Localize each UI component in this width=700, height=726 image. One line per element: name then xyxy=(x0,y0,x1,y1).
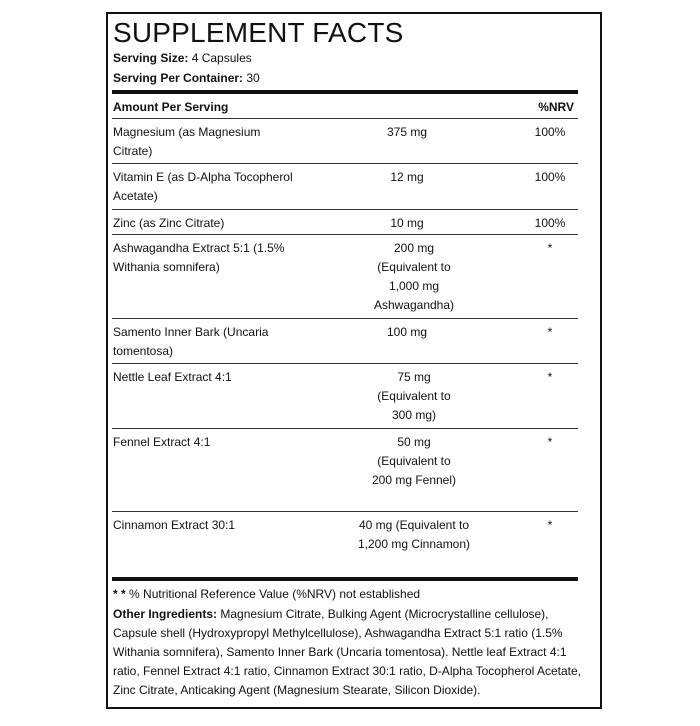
nutrient-name: Fennel Extract 4:1 xyxy=(113,435,211,449)
nutrient-name: Vitamin E (as D-Alpha Tocopherol Acetate) xyxy=(113,170,293,203)
serving-size xyxy=(113,50,252,66)
table-header xyxy=(113,99,576,115)
table-row xyxy=(112,210,578,235)
table-row xyxy=(112,429,578,512)
nutrient-amount: 100 mg xyxy=(386,325,428,339)
panel-title: SUPPLEMENT FACTS xyxy=(113,17,404,48)
nutrient-amount: 40 mg (Equivalent to 1,200 mg Cinnamon) xyxy=(357,518,471,551)
servings-per-container-label: Serving Per Container: xyxy=(113,71,244,85)
divider-thick-bottom xyxy=(112,577,578,581)
nutrient-nrv: 100% xyxy=(534,125,566,139)
nutrient-table xyxy=(112,119,578,576)
nutrient-nrv: * xyxy=(547,370,553,384)
nutrient-name: Ashwagandha Extract 5:1 (1.5% Withania somnifera) xyxy=(113,241,285,274)
nutrient-amount: 200 mg (Equivalent to 1,000 mg Ashwagandha) xyxy=(373,241,455,312)
nutrient-name: Cinnamon Extract 30:1 xyxy=(113,518,236,532)
other-ingredients-label: Other Ingredients: xyxy=(113,607,218,621)
other-ingredients xyxy=(113,605,583,700)
nutrient-nrv: * xyxy=(547,518,553,532)
nutrient-name: Nettle Leaf Extract 4:1 xyxy=(113,370,232,384)
nrv-footnote xyxy=(113,585,583,604)
nrv-header: %NRV xyxy=(538,100,574,114)
table-row xyxy=(112,512,578,576)
footnote-stars: * * xyxy=(113,587,126,601)
nutrient-name: Magnesium (as Magnesium Citrate) xyxy=(113,125,261,158)
table-row xyxy=(112,164,578,210)
amount-per-serving-header: Amount Per Serving xyxy=(113,100,229,114)
nutrient-nrv: 100% xyxy=(534,216,566,230)
nutrient-amount: 75 mg (Equivalent to 300 mg) xyxy=(377,370,451,422)
nutrient-name: Zinc (as Zinc Citrate) xyxy=(113,216,225,230)
table-row xyxy=(112,319,578,364)
nutrient-nrv: * xyxy=(547,241,553,255)
table-row xyxy=(112,235,578,319)
nutrient-nrv: 100% xyxy=(534,170,566,184)
nutrient-nrv: * xyxy=(547,325,553,339)
footnote-text: % Nutritional Reference Value (%NRV) not established xyxy=(129,587,421,601)
nutrient-amount: 10 mg xyxy=(390,216,424,230)
nutrient-nrv: * xyxy=(547,435,553,449)
table-row xyxy=(112,119,578,164)
nutrient-name: Samento Inner Bark (Uncaria tomentosa) xyxy=(113,325,269,358)
table-row xyxy=(112,364,578,429)
serving-size-value: 4 Capsules xyxy=(191,51,252,65)
supplement-facts-panel xyxy=(106,12,602,709)
nutrient-amount: 50 mg (Equivalent to 200 mg Fennel) xyxy=(371,435,457,487)
nutrient-amount: 12 mg xyxy=(390,170,424,184)
divider-thick-top xyxy=(112,90,578,94)
servings-per-container xyxy=(113,70,260,86)
other-ingredients-text: Magnesium Citrate, Bulking Agent (Microcrystalline cellulose), Capsule shell (Hydroxypropyl Methylcellulose), Ashwagandha Extract 5:1 ratio (1.5% Withania somnifera), Samento Inner Bark (Uncaria tomentosa). Nettle leaf Extract 4:1 ratio, Fennel Extract 4:1 ratio, Cinnamon Extract 30:1 ratio, D-Alpha Tocopherol Acetate, Zinc Citrate, Anticaking Agent (Magnesium Stearate, Silicon Dioxide). xyxy=(113,607,582,697)
servings-per-container-value: 30 xyxy=(246,71,260,85)
nutrient-amount: 375 mg xyxy=(386,125,428,139)
serving-size-label: Serving Size: xyxy=(113,51,189,65)
